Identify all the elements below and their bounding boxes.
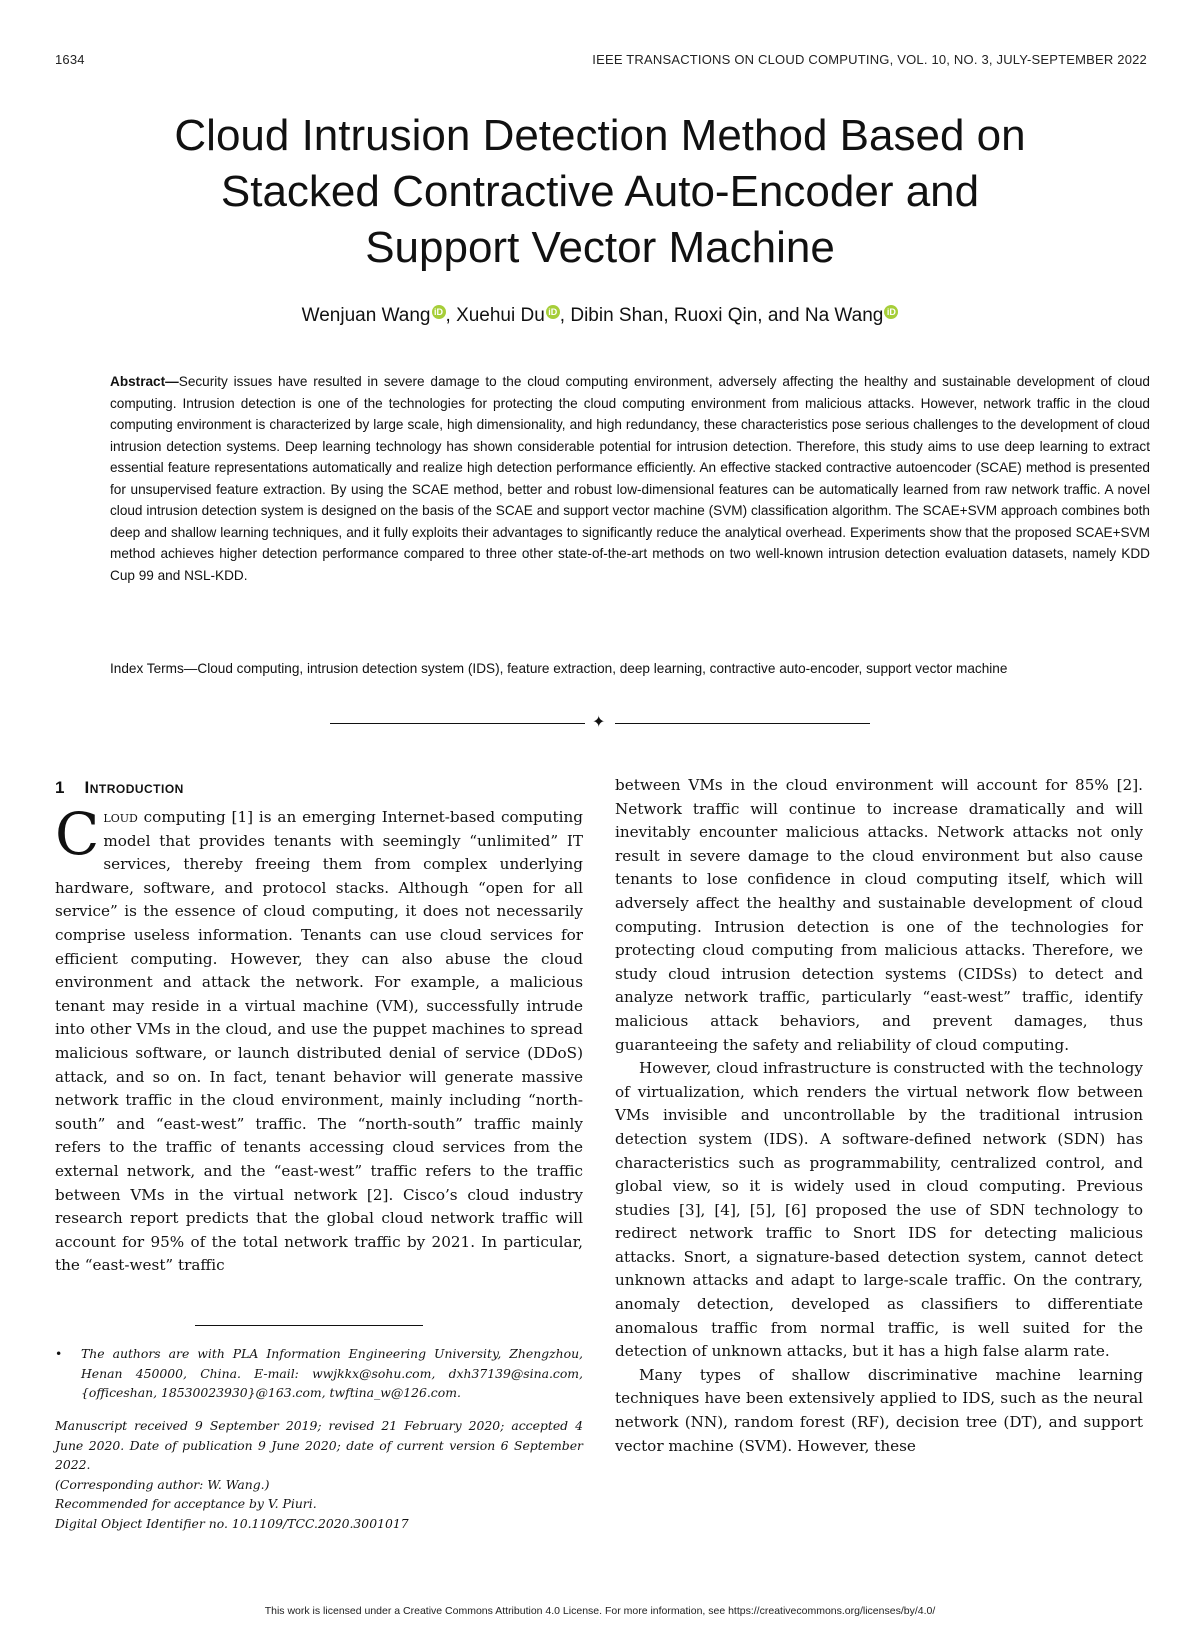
author-name: Dibin Shan (570, 305, 664, 326)
abstract: Abstract—Security issues have resulted in severe damage to the cloud computing environment, adversely affecting the healthy and sustainable development of cloud computing. Intrusion detection is one of the technologies for protecting the cloud computing environment from malicious attacks. However, network traffic in the cloud computing environment is characterized by large scale, high dimensionality, and high redundancy, these characteristics pose serious challenges to the development of cloud intrusion detection systems. Deep learning technology has shown considerable potential for intrusion detection. Therefore, this study aims to use deep learning to extract essential feature representations automatically and realize high detection performance efficiently. An effective stacked contractive autoencoder (SCAE) method is presented for unsupervised feature extraction. By using the SCAE method, better and robust low-dimensional features can be automatically learned from raw network traffic. A novel cloud intrusion detection system is designed on the basis of the SCAE and support vector machine (SVM) classification algorithm. The SCAE+SVM approach combines both deep and shallow learning techniques, and it fully exploits their advantages to significantly reduce the analytical overhead. Experiments show that the proposed SCAE+SVM method achieves higher detection performance compared to three other state-of-the-art methods on two well-known intrusion detection evaluation datasets, namely KDD Cup 99 and NSL-KDD. (110, 374, 1150, 583)
index-terms-text: Cloud computing, intrusion detection system (IDS), feature extraction, deep learning, contractive auto-encoder, support vector machine (197, 661, 1008, 676)
drop-cap: C (55, 800, 100, 868)
intro-text: computing [1] is an emerging Internet-based computing model that provides tenants with seemingly “unlimited” IT services, thereby freeing them from complex underlying hardware, software, and protocol stacks. Although “open for all service” is the essence of cloud computing, it does not necessarily comprise useless information. Tenants can use cloud services for efficient computing. However, they can also abuse the cloud environment and attack the network. For example, a malicious tenant may reside in a virtual machine (VM), successfully intrude into other VMs in the cloud, and use the puppet machines to spread malicious software, or launch distributed denial of service (DDoS) attack, and so on. In fact, tenant behavior will generate massive network traffic in the cloud environment, mainly including “north-south” and “east-west” traffic. The “north-south” traffic mainly refers to the traffic of tenants accessing cloud services from the external network, and the “east-west” traffic refers to the traffic between VMs in the virtual network [2]. Cisco’s cloud industry research report predicts that the global cloud network traffic will account for 95% of the total network traffic by 2021. In particular, the “east-west” traffic (55, 808, 583, 1275)
paper-title (60, 108, 1140, 276)
body-paragraph: Many types of shallow discriminative machine learning techniques have been extensively applied to IDS, such as the neural network (NN), random forest (RF), decision tree (DT), and support vector machine (SVM). However, these (615, 1365, 1143, 1455)
author-list: Wenjuan Wang iD , Xuehui Du iD , Dibin Shan, Ruoxi Qin, and Na Wang iD (60, 305, 1140, 327)
footnote-affiliation (55, 1344, 583, 1403)
body-paragraph: between VMs in the cloud environment will account for 85% [2]. Network traffic will continue to increase dramatically and will inevitably encounter malicious attacks. Network attacks not only result in severe damage to the cloud environment but also cause tenants to lose confidence in cloud computing itself, which will adversely affect the healthy and sustainable development of cloud computing. Intrusion detection is one of the technologies for protecting cloud computing from malicious attacks. Therefore, we study cloud intrusion detection systems (CIDSs) to detect and analyze network traffic, particularly “east-west” traffic, identify malicious attack behaviors, and prevent damages, thus guaranteeing the safety and reliability of cloud computing. (615, 776, 1143, 1054)
index-terms: Index Terms—Cloud computing, intrusion detection system (IDS), feature extraction, deep learning, contractive auto-encoder, support vector machine (110, 661, 1008, 676)
author-name: Na Wang (804, 305, 884, 326)
orcid-icon[interactable]: iD (432, 305, 446, 319)
intro-paragraph (55, 800, 583, 1278)
footnote-manuscript (55, 1416, 583, 1534)
title-line-1: Cloud Intrusion Detection Method Based on (174, 111, 1026, 160)
affiliation-text: The authors are with PLA Information Engineering University, Zhengzhou, Henan 450000, China. E-mail: wwjkkx@sohu.com, dxh37139@sina.com, {officeshan, 18530023930}@163.com, twftina_w@126.com. (81, 1346, 583, 1401)
page-number: 1634 (55, 52, 85, 67)
recommended-by: Recommended for acceptance by V. Piuri. (55, 1496, 317, 1512)
section-divider-right (615, 723, 870, 724)
author-name: Xuehui Du (456, 305, 545, 326)
section-divider-left (330, 723, 585, 724)
index-terms-label: Index Terms (110, 661, 184, 676)
body-paragraph: However, cloud infrastructure is constructed with the technology of virtualization, which renders the virtual network flow between VMs invisible and uncontrollable by the traditional intrusion detection system (IDS). A software-defined network (SDN) has characteristics such as programmability, centralized control, and global view, so it is widely used in cloud computing. Previous studies [3], [4], [5], [6] proposed the use of SDN technology to redirect network traffic to Snort IDS for detecting malicious attacks. Snort, a signature-based detection system, cannot detect unknown attacks and adapt to large-scale traffic. On the contrary, anomaly detection, developed as classifiers to differentiate anomalous traffic from normal traffic, is well suited for the detection of unknown attacks, but it has a high false alarm rate. (615, 1059, 1143, 1361)
license-notice: This work is licensed under a Creative Commons Attribution 4.0 License. For more information, see https://creativecommons.org/licenses/by/4.0/ (264, 1605, 936, 1617)
section-number: 1 (55, 778, 65, 797)
abstract-label: Abstract (110, 374, 166, 389)
abstract-text: Security issues have resulted in severe damage to the cloud computing environment, adversely affecting the healthy and sustainable development of cloud computing. Intrusion detection is one of the technologies for protecting the cloud computing environment from malicious attacks. However, network traffic in the cloud computing environment is characterized by large scale, high dimensionality, and high redundancy, these characteristics pose serious challenges to the development of cloud intrusion detection systems. Deep learning technology has shown considerable potential for intrusion detection. Therefore, this study aims to use deep learning to extract essential feature representations automatically and realize high detection performance efficiently. An effective stacked contractive autoencoder (SCAE) method is presented for unsupervised feature extraction. By using the SCAE method, better and robust low-dimensional features can be automatically learned from raw network traffic. A novel cloud intrusion detection system is designed on the basis of the SCAE and support vector machine (SVM) classification algorithm. The SCAE+SVM approach combines both deep and shallow learning techniques, and it fully exploits their advantages to significantly reduce the analytical overhead. Experiments show that the proposed SCAE+SVM method achieves higher detection performance compared to three other state-of-the-art methods on two well-known intrusion detection evaluation datasets, namely KDD Cup 99 and NSL-KDD. (110, 374, 1150, 583)
left-column (55, 800, 583, 1278)
doi[interactable]: Digital Object Identifier no. 10.1109/TCC.2020.3001017 (55, 1515, 409, 1531)
author-name: Wenjuan Wang (301, 305, 431, 326)
manuscript-dates: Manuscript received 9 September 2019; revised 21 February 2020; accepted 4 June 2020. Date of publication 9 June 2020; date of current version 6 September 2022. (55, 1418, 583, 1473)
title-line-2: Stacked Contractive Auto-Encoder and (220, 167, 980, 216)
section-heading (55, 778, 184, 798)
corresponding-author: (Corresponding author: W. Wang.) (55, 1476, 270, 1492)
footnote-rule (195, 1325, 423, 1326)
footnote-bullet: • (55, 1346, 63, 1361)
lead-word: loud (103, 808, 138, 826)
orcid-icon[interactable]: iD (546, 305, 560, 319)
divider-diamond-icon: ✦ (592, 714, 606, 731)
orcid-icon[interactable]: iD (884, 305, 898, 319)
journal-header: IEEE TRANSACTIONS ON CLOUD COMPUTING, VOL. 10, NO. 3, JULY-SEPTEMBER 2022 (592, 52, 1147, 67)
right-column (615, 774, 1143, 1458)
title-line-3: Support Vector Machine (365, 223, 835, 272)
section-title: Introduction (84, 778, 184, 797)
author-name: Ruoxi Qin (673, 305, 758, 326)
